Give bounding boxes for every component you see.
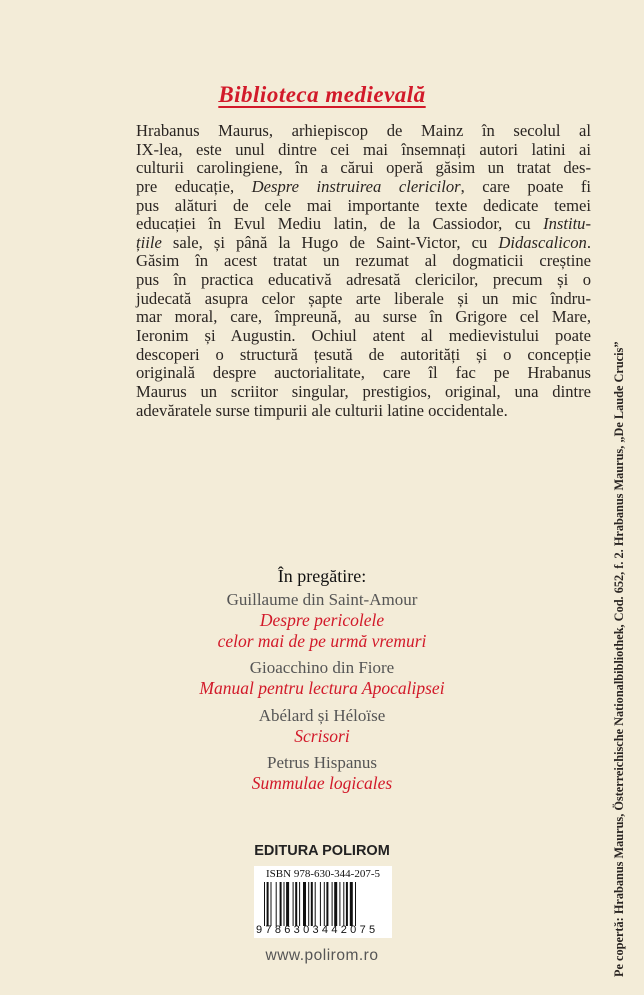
upcoming-title-line: Summulae logicales xyxy=(251,773,393,793)
italic-title-text: țiile xyxy=(136,232,162,252)
text-segment: descoperi o structură țesută de autorități și o concepție xyxy=(136,344,591,364)
barcode-bar xyxy=(295,882,297,926)
upcoming-section xyxy=(0,566,644,800)
text-segment: adevăratele surse timpurii ale culturii latine occidentale. xyxy=(136,400,508,420)
barcode-bar xyxy=(326,882,328,926)
description-line xyxy=(136,215,591,234)
text-segment: Hrabanus Maurus, arhiepiscop de Mainz în secolul al xyxy=(136,121,591,140)
barcode-bar xyxy=(320,882,321,926)
text-segment: Găsim în acest tratat un rezumat al dogmaticii creștine xyxy=(136,251,591,271)
barcode-bar xyxy=(343,882,344,926)
publisher-name: EDITURA POLIROM xyxy=(254,843,390,859)
text-segment: , care poate fi xyxy=(460,176,591,196)
description-line xyxy=(136,290,591,309)
text-segment: mar moral, care, împreună, au surse în Grigore cel Mare, xyxy=(136,307,591,327)
barcode-bar xyxy=(308,882,309,926)
barcode-bar xyxy=(334,882,337,926)
website-link[interactable]: www.polirom.ro xyxy=(265,947,379,964)
isbn-text: ISBN 978-630-344-207-5 xyxy=(266,868,380,880)
barcode-bar xyxy=(350,882,353,926)
cover-credit: Pe copertă: Hrabanus Maurus, Österreichische Nationalbibliothek, Cod. 652, f. 2. Hrabanus Maurus, „De Laude Crucis” xyxy=(612,341,626,977)
upcoming-title-line: Manual pentru lectura Apocalipsei xyxy=(199,678,445,698)
italic-title-text: Despre instruirea clericilor xyxy=(251,176,461,196)
upcoming-title xyxy=(0,678,644,699)
description-line xyxy=(136,252,591,271)
text-segment: pus alături de cele mai importante texte dedicate temei xyxy=(136,195,591,215)
barcode-bar xyxy=(346,882,348,926)
description-line xyxy=(136,141,591,160)
barcode-bar xyxy=(332,882,333,926)
upcoming-title xyxy=(0,773,644,794)
description-line xyxy=(136,197,591,216)
upcoming-heading: În pregătire: xyxy=(277,566,367,586)
description-line xyxy=(136,346,591,365)
text-segment: IX-lea, este unul dintre cei mai însemnați autori latini ai xyxy=(136,139,591,159)
barcode-bar xyxy=(303,882,306,926)
text-segment: Ieronim și Augustin. Ochiul atent al medievistului poate xyxy=(136,326,591,346)
upcoming-title-line: Despre pericolele xyxy=(259,610,385,630)
upcoming-author: Gioacchino din Fiore xyxy=(249,658,395,677)
barcode-bar xyxy=(293,882,294,926)
barcode-bar xyxy=(280,882,282,926)
text-segment: sale, și până la Hugo de Saint-Victor, cu xyxy=(161,232,499,252)
book-description xyxy=(136,122,591,420)
description-line xyxy=(136,122,591,141)
description-line xyxy=(136,383,591,402)
upcoming-title xyxy=(0,726,644,747)
upcoming-title xyxy=(0,610,644,651)
barcode-icon xyxy=(264,882,386,926)
barcode-bar xyxy=(286,882,289,926)
barcode-bar xyxy=(339,882,340,926)
barcode-bar xyxy=(264,882,265,926)
series-title: Biblioteca medievală xyxy=(218,82,426,107)
barcode-digits: 9786303442075 xyxy=(256,924,379,936)
text-segment: judecată asupra celor șapte arte liberale și un mic îndru- xyxy=(136,288,591,308)
upcoming-author: Petrus Hispanus xyxy=(266,753,378,772)
text-segment: educației în Evul Mediu latin, de la Cassiodor, cu xyxy=(136,214,544,234)
italic-title-text: Didascalicon xyxy=(498,232,587,252)
upcoming-title-line: celor mai de pe urmă vremuri xyxy=(217,630,427,651)
italic-title-text: Institu- xyxy=(543,214,591,234)
description-line xyxy=(136,159,591,178)
barcode-bar xyxy=(355,882,356,926)
upcoming-author: Guillaume din Saint-Amour xyxy=(226,590,418,609)
upcoming-title-line: Scrisori xyxy=(294,725,350,746)
text-segment: pre educație, xyxy=(136,176,252,196)
barcode-bar xyxy=(276,882,277,926)
barcode-bar xyxy=(267,882,269,926)
text-segment: originală despre auctorialitate, care îl fac pe Hrabanus xyxy=(136,363,591,383)
text-segment: culturii carolingiene, în a cărui operă găsim un tratat des- xyxy=(136,158,591,178)
barcode-box xyxy=(254,866,392,938)
barcode-bar xyxy=(271,882,272,926)
barcode-bar xyxy=(324,882,325,926)
description-line xyxy=(136,271,591,290)
description-line xyxy=(136,234,591,253)
barcode-bar xyxy=(311,882,313,926)
description-line xyxy=(136,364,591,383)
description-line xyxy=(136,178,591,197)
description-line xyxy=(136,308,591,327)
text-segment: pus în practica educativă adresată clericilor, precum și o xyxy=(136,270,591,290)
text-segment: Maurus un scriitor singular, prestigios, original, una dintre xyxy=(136,381,591,401)
barcode-bar xyxy=(315,882,316,926)
barcode-bar xyxy=(284,882,285,926)
barcode-bar xyxy=(299,882,300,926)
description-line xyxy=(136,402,591,421)
upcoming-author: Abélard și Héloïse xyxy=(258,705,386,725)
text-segment: . xyxy=(586,232,591,252)
description-line xyxy=(136,327,591,346)
